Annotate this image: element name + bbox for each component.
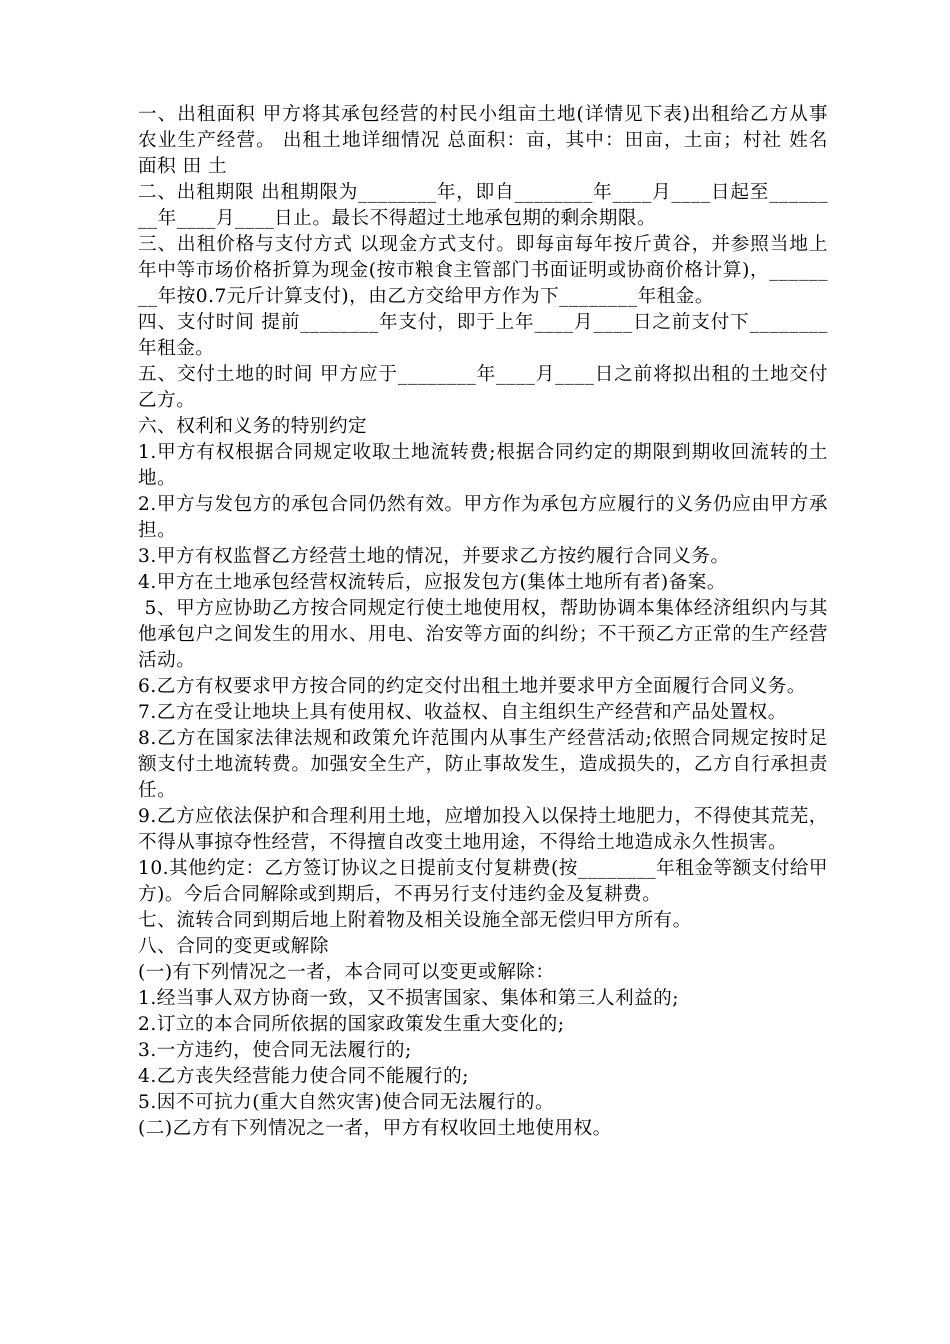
document-body	[138, 102, 835, 1142]
section-5-land-delivery: 五、交付土地的时间 甲方应于________年____月____日之前将拟出租的土地交付乙方。	[138, 364, 828, 411]
clause-6-4: 4.甲方在土地承包经营权流转后，应报发包方(集体土地所有者)备案。	[138, 572, 726, 593]
section-7-attachments: 七、流转合同到期后地上附着物及相关设施全部无偿归甲方所有。	[138, 910, 692, 931]
clause-8-1: 1.经当事人双方协商一致，又不损害国家、集体和第三人利益的;	[138, 988, 680, 1009]
section-8-sub-2: (二)乙方有下列情况之一者，甲方有权收回土地使用权。	[138, 1118, 612, 1139]
section-1-lease-area: 一、出租面积 甲方将其承包经营的村民小组亩土地(详情见下表)出租给乙方从事农业生产经营。 出租土地详细情况 总面积：亩，其中：田亩，土亩；村社 姓名 面积 田 土	[138, 104, 835, 177]
clause-8-2: 2.订立的本合同所依据的国家政策发生重大变化的;	[138, 1014, 565, 1035]
section-8-heading: 八、合同的变更或解除	[138, 936, 329, 957]
clause-6-7: 7.乙方在受让地块上具有使用权、收益权、自主组织生产经营和产品处置权。	[138, 702, 787, 723]
section-4-payment-time: 四、支付时间 提前________年支付，即于上年____月____日之前支付下________年租金。	[138, 312, 828, 359]
section-8-sub-1: (一)有下列情况之一者，本合同可以变更或解除：	[138, 962, 555, 983]
clause-6-6: 6.乙方有权要求甲方按合同的约定交付出租土地并要求甲方全面履行合同义务。	[138, 676, 806, 697]
section-3-price-payment: 三、出租价格与支付方式 以现金方式支付。即每亩每年按斤黄谷，并参照当地上年中等市场价格折算为现金(按市粮食主管部门书面证明或协商价格计算)，________年按0.7元斤计算支付)，由乙方交给甲方作为下________年租金。	[138, 234, 828, 307]
clause-8-5: 5.因不可抗力(重大自然灾害)使合同无法履行的。	[138, 1092, 555, 1113]
section-6-heading: 六、权利和义务的特别约定	[138, 416, 368, 437]
clause-6-1: 1.甲方有权根据合同规定收取土地流转费;根据合同约定的期限到期收回流转的土地。	[138, 442, 828, 489]
clause-6-5: 5、甲方应协助乙方按合同规定行使土地使用权，帮助协调本集体经济组织内与其他承包户之间发生的用水、用电、治安等方面的纠纷；不干预乙方正常的生产经营活动。	[138, 598, 828, 671]
clause-6-9: 9.乙方应依法保护和合理利用土地，应增加投入以保持土地肥力，不得使其荒芜，不得从事掠夺性经营，不得擅自改变土地用途，不得给土地造成永久性损害。	[138, 806, 828, 853]
clause-8-4: 4.乙方丧失经营能力使合同不能履行的;	[138, 1066, 470, 1087]
clause-6-3: 3.甲方有权监督乙方经营土地的情况，并要求乙方按约履行合同义务。	[138, 546, 730, 567]
clause-6-10: 10.其他约定：乙方签订协议之日提前支付复耕费(按________年租金等额支付给甲方)。今后合同解除或到期后，不再另行支付违约金及复耕费。	[138, 858, 829, 905]
clause-6-8: 8.乙方在国家法律法规和政策允许范围内从事生产经营活动;依照合同规定按时足额支付土地流转费。加强安全生产，防止事故发生，造成损失的，乙方自行承担责任。	[138, 728, 828, 801]
section-2-lease-term: 二、出租期限 出租期限为________年，即自________年____月____日起至________年____月____日止。最长不得超过土地承包期的剩余期限。	[138, 182, 828, 229]
clause-6-2: 2.甲方与发包方的承包合同仍然有效。甲方作为承包方应履行的义务仍应由甲方承担。	[138, 494, 828, 541]
clause-8-3: 3.一方违约，使合同无法履行的;	[138, 1040, 412, 1061]
